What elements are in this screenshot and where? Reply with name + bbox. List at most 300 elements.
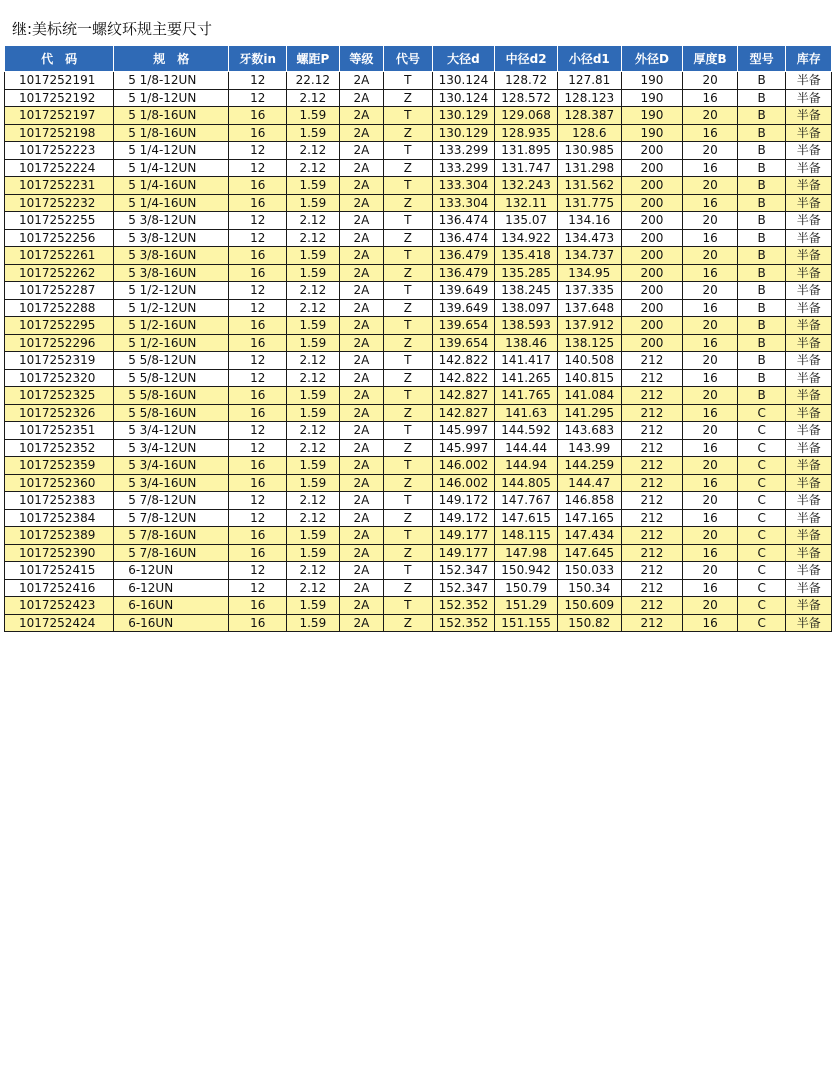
cell-minor-dia: 131.562 bbox=[557, 177, 621, 195]
cell-outer-dia: 200 bbox=[621, 264, 683, 282]
cell-tpi: 16 bbox=[229, 457, 287, 475]
cell-code: 1017252224 bbox=[5, 159, 114, 177]
cell-grade: 2A bbox=[339, 317, 383, 335]
cell-pitch-dia: 135.07 bbox=[495, 212, 558, 230]
cell-major-dia: 136.474 bbox=[432, 212, 495, 230]
cell-spec: 5 1/2-16UN bbox=[114, 334, 229, 352]
cell-grade: 2A bbox=[339, 194, 383, 212]
cell-tpi: 16 bbox=[229, 177, 287, 195]
cell-thickness: 20 bbox=[683, 247, 738, 265]
cell-thickness: 20 bbox=[683, 597, 738, 615]
cell-pitch-dia: 128.935 bbox=[495, 124, 558, 142]
cell-code: 1017252288 bbox=[5, 299, 114, 317]
cell-tpi: 16 bbox=[229, 247, 287, 265]
cell-major-dia: 130.129 bbox=[432, 124, 495, 142]
cell-pitch-dia: 129.068 bbox=[495, 107, 558, 125]
cell-type-code: T bbox=[384, 282, 433, 300]
cell-pitch: 2.12 bbox=[287, 282, 340, 300]
cell-model: C bbox=[737, 509, 786, 527]
table-row bbox=[5, 404, 832, 422]
cell-outer-dia: 190 bbox=[621, 107, 683, 125]
cell-model: B bbox=[737, 142, 786, 160]
cell-code: 1017252231 bbox=[5, 177, 114, 195]
cell-type-code: Z bbox=[384, 439, 433, 457]
cell-thickness: 16 bbox=[683, 194, 738, 212]
cell-tpi: 16 bbox=[229, 107, 287, 125]
cell-major-dia: 152.352 bbox=[432, 614, 495, 632]
cell-minor-dia: 138.125 bbox=[557, 334, 621, 352]
cell-spec: 6-12UN bbox=[114, 562, 229, 580]
cell-grade: 2A bbox=[339, 597, 383, 615]
cell-major-dia: 130.124 bbox=[432, 89, 495, 107]
cell-type-code: T bbox=[384, 457, 433, 475]
cell-spec: 5 1/8-12UN bbox=[114, 89, 229, 107]
cell-tpi: 16 bbox=[229, 124, 287, 142]
cell-outer-dia: 200 bbox=[621, 317, 683, 335]
cell-code: 1017252295 bbox=[5, 317, 114, 335]
table-row bbox=[5, 352, 832, 370]
cell-minor-dia: 147.434 bbox=[557, 527, 621, 545]
cell-spec: 5 3/4-12UN bbox=[114, 439, 229, 457]
cell-tpi: 16 bbox=[229, 317, 287, 335]
cell-type-code: T bbox=[384, 247, 433, 265]
cell-type-code: Z bbox=[384, 159, 433, 177]
cell-spec: 5 3/4-12UN bbox=[114, 422, 229, 440]
cell-thickness: 16 bbox=[683, 264, 738, 282]
cell-code: 1017252359 bbox=[5, 457, 114, 475]
cell-type-code: Z bbox=[384, 404, 433, 422]
table-row bbox=[5, 194, 832, 212]
cell-model: C bbox=[737, 544, 786, 562]
cell-pitch-dia: 128.72 bbox=[495, 72, 558, 90]
cell-model: B bbox=[737, 282, 786, 300]
cell-major-dia: 149.177 bbox=[432, 527, 495, 545]
cell-code: 1017252320 bbox=[5, 369, 114, 387]
cell-spec: 5 7/8-16UN bbox=[114, 544, 229, 562]
cell-spec: 5 1/4-12UN bbox=[114, 142, 229, 160]
cell-model: C bbox=[737, 457, 786, 475]
cell-minor-dia: 134.95 bbox=[557, 264, 621, 282]
cell-pitch: 2.12 bbox=[287, 579, 340, 597]
cell-grade: 2A bbox=[339, 159, 383, 177]
cell-grade: 2A bbox=[339, 544, 383, 562]
cell-stock: 半备 bbox=[786, 107, 832, 125]
cell-pitch: 1.59 bbox=[287, 107, 340, 125]
cell-model: B bbox=[737, 387, 786, 405]
cell-major-dia: 133.299 bbox=[432, 142, 495, 160]
cell-type-code: Z bbox=[384, 474, 433, 492]
table-row bbox=[5, 597, 832, 615]
table-row bbox=[5, 177, 832, 195]
cell-code: 1017252416 bbox=[5, 579, 114, 597]
cell-spec: 6-12UN bbox=[114, 579, 229, 597]
cell-grade: 2A bbox=[339, 142, 383, 160]
cell-code: 1017252232 bbox=[5, 194, 114, 212]
cell-code: 1017252360 bbox=[5, 474, 114, 492]
cell-pitch: 1.59 bbox=[287, 544, 340, 562]
cell-code: 1017252256 bbox=[5, 229, 114, 247]
cell-pitch-dia: 150.942 bbox=[495, 562, 558, 580]
cell-thickness: 16 bbox=[683, 579, 738, 597]
cell-stock: 半备 bbox=[786, 317, 832, 335]
cell-tpi: 16 bbox=[229, 404, 287, 422]
cell-stock: 半备 bbox=[786, 387, 832, 405]
cell-code: 1017252352 bbox=[5, 439, 114, 457]
cell-spec: 5 1/8-16UN bbox=[114, 124, 229, 142]
table-header-row bbox=[5, 46, 832, 72]
column-header-grade: 等级 bbox=[339, 46, 383, 72]
cell-stock: 半备 bbox=[786, 282, 832, 300]
cell-spec: 5 5/8-16UN bbox=[114, 387, 229, 405]
cell-code: 1017252423 bbox=[5, 597, 114, 615]
cell-tpi: 16 bbox=[229, 474, 287, 492]
cell-tpi: 12 bbox=[229, 369, 287, 387]
cell-pitch: 2.12 bbox=[287, 509, 340, 527]
cell-grade: 2A bbox=[339, 404, 383, 422]
cell-minor-dia: 134.16 bbox=[557, 212, 621, 230]
table-row bbox=[5, 107, 832, 125]
cell-type-code: T bbox=[384, 422, 433, 440]
cell-thickness: 16 bbox=[683, 369, 738, 387]
column-header-minor-dia: 小径d1 bbox=[557, 46, 621, 72]
cell-model: B bbox=[737, 107, 786, 125]
cell-stock: 半备 bbox=[786, 159, 832, 177]
cell-outer-dia: 212 bbox=[621, 369, 683, 387]
cell-code: 1017252325 bbox=[5, 387, 114, 405]
cell-spec: 5 1/4-12UN bbox=[114, 159, 229, 177]
cell-stock: 半备 bbox=[786, 492, 832, 510]
cell-pitch-dia: 135.418 bbox=[495, 247, 558, 265]
cell-thickness: 20 bbox=[683, 142, 738, 160]
cell-thickness: 16 bbox=[683, 159, 738, 177]
cell-minor-dia: 134.737 bbox=[557, 247, 621, 265]
cell-thickness: 16 bbox=[683, 89, 738, 107]
cell-tpi: 12 bbox=[229, 72, 287, 90]
cell-pitch: 1.59 bbox=[287, 527, 340, 545]
cell-tpi: 12 bbox=[229, 89, 287, 107]
cell-pitch-dia: 144.592 bbox=[495, 422, 558, 440]
cell-stock: 半备 bbox=[786, 194, 832, 212]
cell-pitch-dia: 134.922 bbox=[495, 229, 558, 247]
cell-thickness: 20 bbox=[683, 317, 738, 335]
cell-pitch: 1.59 bbox=[287, 177, 340, 195]
cell-grade: 2A bbox=[339, 527, 383, 545]
table-row bbox=[5, 579, 832, 597]
cell-major-dia: 136.479 bbox=[432, 247, 495, 265]
cell-code: 1017252192 bbox=[5, 89, 114, 107]
cell-major-dia: 136.479 bbox=[432, 264, 495, 282]
cell-major-dia: 136.474 bbox=[432, 229, 495, 247]
column-header-pitch: 螺距P bbox=[287, 46, 340, 72]
cell-thickness: 20 bbox=[683, 72, 738, 90]
cell-pitch: 2.12 bbox=[287, 492, 340, 510]
cell-pitch-dia: 138.593 bbox=[495, 317, 558, 335]
cell-model: C bbox=[737, 439, 786, 457]
cell-code: 1017252383 bbox=[5, 492, 114, 510]
cell-pitch: 1.59 bbox=[287, 404, 340, 422]
cell-type-code: T bbox=[384, 492, 433, 510]
cell-stock: 半备 bbox=[786, 352, 832, 370]
table-row bbox=[5, 142, 832, 160]
cell-pitch: 2.12 bbox=[287, 142, 340, 160]
cell-stock: 半备 bbox=[786, 474, 832, 492]
cell-minor-dia: 144.259 bbox=[557, 457, 621, 475]
cell-pitch: 22.12 bbox=[287, 72, 340, 90]
cell-type-code: T bbox=[384, 562, 433, 580]
cell-model: C bbox=[737, 562, 786, 580]
cell-thickness: 20 bbox=[683, 177, 738, 195]
table-row bbox=[5, 229, 832, 247]
cell-model: B bbox=[737, 159, 786, 177]
cell-minor-dia: 127.81 bbox=[557, 72, 621, 90]
cell-thickness: 20 bbox=[683, 352, 738, 370]
cell-thickness: 20 bbox=[683, 107, 738, 125]
cell-grade: 2A bbox=[339, 439, 383, 457]
cell-pitch-dia: 128.572 bbox=[495, 89, 558, 107]
cell-code: 1017252384 bbox=[5, 509, 114, 527]
cell-spec: 6-16UN bbox=[114, 614, 229, 632]
cell-outer-dia: 212 bbox=[621, 579, 683, 597]
cell-pitch-dia: 131.895 bbox=[495, 142, 558, 160]
cell-tpi: 16 bbox=[229, 387, 287, 405]
cell-pitch: 1.59 bbox=[287, 457, 340, 475]
cell-grade: 2A bbox=[339, 457, 383, 475]
cell-spec: 6-16UN bbox=[114, 597, 229, 615]
cell-thickness: 20 bbox=[683, 527, 738, 545]
cell-code: 1017252415 bbox=[5, 562, 114, 580]
cell-type-code: Z bbox=[384, 194, 433, 212]
table-row bbox=[5, 527, 832, 545]
cell-minor-dia: 147.645 bbox=[557, 544, 621, 562]
cell-type-code: Z bbox=[384, 614, 433, 632]
cell-model: B bbox=[737, 317, 786, 335]
cell-spec: 5 3/8-16UN bbox=[114, 264, 229, 282]
thread-ring-gauge-table bbox=[4, 45, 832, 632]
cell-spec: 5 3/4-16UN bbox=[114, 474, 229, 492]
cell-model: C bbox=[737, 422, 786, 440]
table-row bbox=[5, 282, 832, 300]
cell-pitch-dia: 147.98 bbox=[495, 544, 558, 562]
cell-model: B bbox=[737, 124, 786, 142]
cell-thickness: 16 bbox=[683, 229, 738, 247]
cell-thickness: 16 bbox=[683, 474, 738, 492]
cell-type-code: T bbox=[384, 107, 433, 125]
cell-pitch-dia: 144.44 bbox=[495, 439, 558, 457]
cell-pitch: 1.59 bbox=[287, 474, 340, 492]
cell-tpi: 16 bbox=[229, 544, 287, 562]
cell-grade: 2A bbox=[339, 264, 383, 282]
cell-minor-dia: 137.912 bbox=[557, 317, 621, 335]
cell-minor-dia: 150.033 bbox=[557, 562, 621, 580]
cell-type-code: T bbox=[384, 177, 433, 195]
cell-stock: 半备 bbox=[786, 562, 832, 580]
cell-thickness: 16 bbox=[683, 614, 738, 632]
cell-tpi: 12 bbox=[229, 509, 287, 527]
cell-pitch: 2.12 bbox=[287, 89, 340, 107]
cell-model: C bbox=[737, 492, 786, 510]
cell-stock: 半备 bbox=[786, 247, 832, 265]
cell-type-code: Z bbox=[384, 509, 433, 527]
table-row bbox=[5, 439, 832, 457]
cell-pitch-dia: 144.805 bbox=[495, 474, 558, 492]
cell-pitch-dia: 131.747 bbox=[495, 159, 558, 177]
cell-model: C bbox=[737, 474, 786, 492]
cell-minor-dia: 141.084 bbox=[557, 387, 621, 405]
cell-model: B bbox=[737, 264, 786, 282]
cell-tpi: 16 bbox=[229, 194, 287, 212]
column-header-outer-dia: 外径D bbox=[621, 46, 683, 72]
cell-major-dia: 149.172 bbox=[432, 509, 495, 527]
cell-outer-dia: 212 bbox=[621, 474, 683, 492]
column-header-tpi: 牙数in bbox=[229, 46, 287, 72]
cell-grade: 2A bbox=[339, 614, 383, 632]
cell-spec: 5 1/8-16UN bbox=[114, 107, 229, 125]
cell-major-dia: 139.654 bbox=[432, 334, 495, 352]
cell-outer-dia: 212 bbox=[621, 544, 683, 562]
cell-code: 1017252319 bbox=[5, 352, 114, 370]
cell-grade: 2A bbox=[339, 299, 383, 317]
page-title: 继:美标统一螺纹环规主要尺寸 bbox=[12, 20, 213, 38]
cell-tpi: 12 bbox=[229, 142, 287, 160]
cell-spec: 5 1/2-16UN bbox=[114, 317, 229, 335]
cell-stock: 半备 bbox=[786, 124, 832, 142]
cell-thickness: 20 bbox=[683, 562, 738, 580]
cell-minor-dia: 143.99 bbox=[557, 439, 621, 457]
cell-grade: 2A bbox=[339, 212, 383, 230]
cell-tpi: 16 bbox=[229, 614, 287, 632]
cell-pitch-dia: 138.245 bbox=[495, 282, 558, 300]
cell-outer-dia: 212 bbox=[621, 492, 683, 510]
cell-pitch-dia: 135.285 bbox=[495, 264, 558, 282]
cell-stock: 半备 bbox=[786, 177, 832, 195]
cell-minor-dia: 150.34 bbox=[557, 579, 621, 597]
cell-code: 1017252261 bbox=[5, 247, 114, 265]
cell-tpi: 12 bbox=[229, 229, 287, 247]
cell-model: B bbox=[737, 194, 786, 212]
cell-grade: 2A bbox=[339, 352, 383, 370]
cell-pitch: 2.12 bbox=[287, 229, 340, 247]
cell-code: 1017252287 bbox=[5, 282, 114, 300]
cell-major-dia: 130.124 bbox=[432, 72, 495, 90]
cell-grade: 2A bbox=[339, 229, 383, 247]
cell-spec: 5 5/8-12UN bbox=[114, 369, 229, 387]
cell-major-dia: 139.649 bbox=[432, 282, 495, 300]
cell-type-code: T bbox=[384, 597, 433, 615]
cell-pitch: 1.59 bbox=[287, 334, 340, 352]
table-row bbox=[5, 562, 832, 580]
cell-major-dia: 130.129 bbox=[432, 107, 495, 125]
table-row bbox=[5, 89, 832, 107]
cell-type-code: T bbox=[384, 142, 433, 160]
table-row bbox=[5, 72, 832, 90]
cell-pitch: 2.12 bbox=[287, 562, 340, 580]
cell-model: B bbox=[737, 72, 786, 90]
cell-model: B bbox=[737, 299, 786, 317]
cell-stock: 半备 bbox=[786, 404, 832, 422]
cell-type-code: T bbox=[384, 387, 433, 405]
cell-outer-dia: 200 bbox=[621, 299, 683, 317]
cell-stock: 半备 bbox=[786, 457, 832, 475]
cell-outer-dia: 212 bbox=[621, 509, 683, 527]
cell-outer-dia: 200 bbox=[621, 194, 683, 212]
cell-tpi: 12 bbox=[229, 439, 287, 457]
cell-tpi: 12 bbox=[229, 562, 287, 580]
cell-minor-dia: 140.815 bbox=[557, 369, 621, 387]
cell-stock: 半备 bbox=[786, 509, 832, 527]
cell-model: B bbox=[737, 369, 786, 387]
table-row bbox=[5, 422, 832, 440]
table-row bbox=[5, 492, 832, 510]
cell-tpi: 12 bbox=[229, 299, 287, 317]
cell-spec: 5 3/4-16UN bbox=[114, 457, 229, 475]
cell-grade: 2A bbox=[339, 124, 383, 142]
cell-spec: 5 3/8-12UN bbox=[114, 229, 229, 247]
cell-major-dia: 146.002 bbox=[432, 474, 495, 492]
cell-type-code: T bbox=[384, 72, 433, 90]
cell-type-code: T bbox=[384, 352, 433, 370]
cell-outer-dia: 212 bbox=[621, 404, 683, 422]
cell-type-code: Z bbox=[384, 579, 433, 597]
table-row bbox=[5, 334, 832, 352]
cell-major-dia: 142.822 bbox=[432, 352, 495, 370]
cell-type-code: Z bbox=[384, 369, 433, 387]
cell-minor-dia: 150.82 bbox=[557, 614, 621, 632]
cell-code: 1017252424 bbox=[5, 614, 114, 632]
table-row bbox=[5, 212, 832, 230]
cell-minor-dia: 131.775 bbox=[557, 194, 621, 212]
cell-outer-dia: 212 bbox=[621, 457, 683, 475]
cell-major-dia: 142.827 bbox=[432, 404, 495, 422]
table-row bbox=[5, 299, 832, 317]
cell-minor-dia: 146.858 bbox=[557, 492, 621, 510]
cell-major-dia: 139.654 bbox=[432, 317, 495, 335]
cell-spec: 5 1/2-12UN bbox=[114, 299, 229, 317]
cell-type-code: Z bbox=[384, 89, 433, 107]
cell-major-dia: 149.172 bbox=[432, 492, 495, 510]
cell-type-code: Z bbox=[384, 229, 433, 247]
cell-thickness: 20 bbox=[683, 387, 738, 405]
cell-grade: 2A bbox=[339, 72, 383, 90]
cell-outer-dia: 190 bbox=[621, 89, 683, 107]
cell-minor-dia: 128.387 bbox=[557, 107, 621, 125]
cell-minor-dia: 130.985 bbox=[557, 142, 621, 160]
cell-spec: 5 5/8-12UN bbox=[114, 352, 229, 370]
cell-outer-dia: 200 bbox=[621, 212, 683, 230]
cell-type-code: T bbox=[384, 317, 433, 335]
cell-tpi: 12 bbox=[229, 212, 287, 230]
column-header-pitch-dia: 中径d2 bbox=[495, 46, 558, 72]
column-header-type-code: 代号 bbox=[384, 46, 433, 72]
cell-code: 1017252262 bbox=[5, 264, 114, 282]
cell-outer-dia: 200 bbox=[621, 334, 683, 352]
cell-minor-dia: 143.683 bbox=[557, 422, 621, 440]
cell-thickness: 20 bbox=[683, 282, 738, 300]
cell-model: C bbox=[737, 614, 786, 632]
cell-spec: 5 3/8-16UN bbox=[114, 247, 229, 265]
cell-code: 1017252351 bbox=[5, 422, 114, 440]
cell-tpi: 16 bbox=[229, 597, 287, 615]
cell-outer-dia: 190 bbox=[621, 72, 683, 90]
cell-thickness: 20 bbox=[683, 492, 738, 510]
cell-pitch-dia: 132.243 bbox=[495, 177, 558, 195]
cell-type-code: Z bbox=[384, 124, 433, 142]
cell-stock: 半备 bbox=[786, 369, 832, 387]
column-header-code: 代 码 bbox=[5, 46, 114, 72]
cell-pitch-dia: 144.94 bbox=[495, 457, 558, 475]
cell-code: 1017252390 bbox=[5, 544, 114, 562]
cell-grade: 2A bbox=[339, 562, 383, 580]
cell-pitch-dia: 150.79 bbox=[495, 579, 558, 597]
